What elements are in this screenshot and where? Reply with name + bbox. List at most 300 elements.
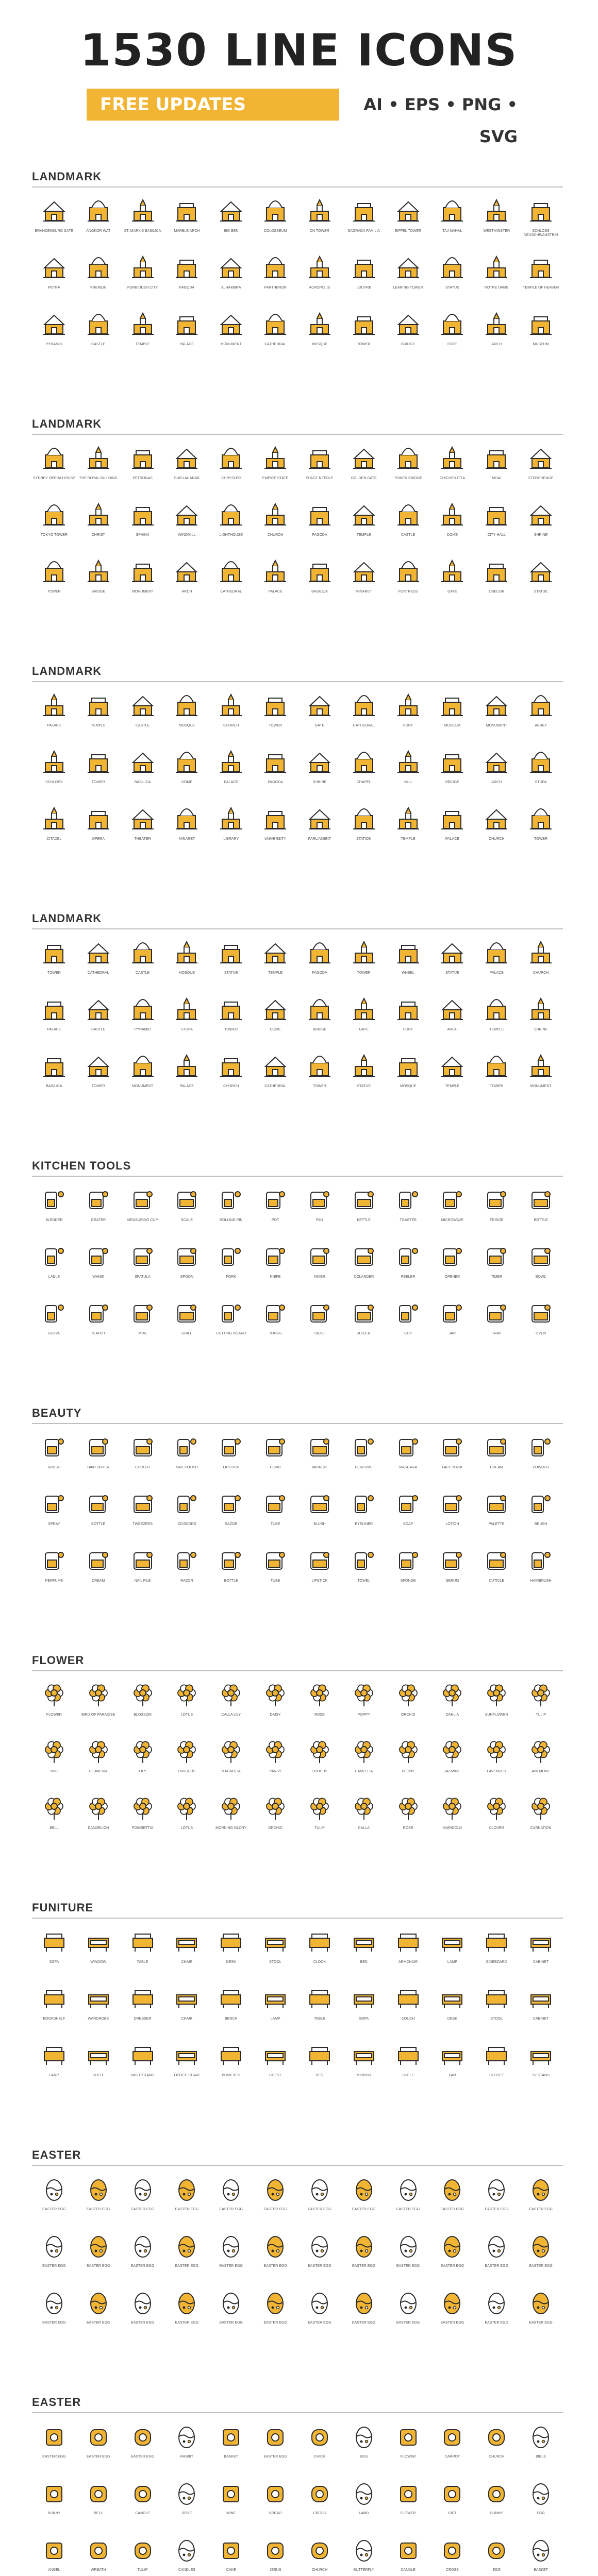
- icon-item: [342, 2175, 386, 2232]
- egg-icon: [306, 2289, 334, 2319]
- building-icon: [483, 253, 510, 284]
- building-icon: [40, 501, 68, 531]
- icon-item: [386, 1985, 430, 2041]
- building-icon: [527, 501, 555, 531]
- icon-item: [121, 501, 165, 557]
- icon-caption: NAIL FILE: [134, 1579, 151, 1583]
- icon-grid: [32, 1433, 563, 1603]
- icon-item: [474, 2422, 519, 2479]
- building-icon: [438, 501, 466, 531]
- tool-icon: [438, 1299, 466, 1330]
- icon-caption: PERFUME: [355, 1466, 373, 1469]
- icon-caption: SHELF: [92, 2074, 105, 2077]
- icon-item: [386, 1433, 430, 1490]
- easter-icon: [40, 2422, 68, 2453]
- icon-caption: TOWER: [312, 1084, 326, 1088]
- icon-item: [121, 939, 165, 995]
- icon-item: [32, 2232, 76, 2289]
- furniture-icon: [483, 2041, 510, 2072]
- icon-caption: BELL: [49, 1826, 59, 1830]
- building-icon: [394, 691, 422, 722]
- building-icon: [261, 748, 289, 778]
- icon-caption: LADLE: [48, 1275, 60, 1279]
- icon-item: [32, 748, 76, 805]
- section-kitchen-tools: [32, 1159, 563, 1356]
- tool-icon: [217, 1186, 245, 1216]
- icon-item: [342, 1243, 386, 1299]
- building-icon: [129, 253, 157, 284]
- icon-caption: CUP: [404, 1332, 412, 1335]
- icon-item: [519, 2289, 563, 2345]
- icon-caption: CROCUS: [311, 1770, 328, 1773]
- egg-icon: [394, 2232, 422, 2262]
- icon-item: [474, 253, 519, 310]
- building-icon: [306, 557, 334, 588]
- flower-icon: [350, 1681, 378, 1711]
- icon-caption: RABBIT: [180, 2455, 194, 2459]
- building-icon: [129, 748, 157, 778]
- icon-caption: PALACE: [445, 837, 459, 841]
- icon-caption: CHURCH: [223, 1084, 239, 1088]
- furniture-icon: [85, 1985, 112, 2015]
- icon-item: [386, 2479, 430, 2536]
- icon-caption: CHURCH: [267, 533, 284, 537]
- icon-item: [297, 1547, 342, 1603]
- icon-item: [76, 557, 121, 614]
- icon-item: [165, 501, 209, 557]
- building-icon: [40, 939, 68, 969]
- icon-caption: SPHINX: [136, 533, 150, 537]
- icon-caption: CLOVER: [489, 1826, 504, 1830]
- tool-icon: [173, 1547, 201, 1577]
- building-icon: [129, 691, 157, 722]
- icon-caption: STONEHENGE: [528, 477, 554, 480]
- icon-caption: BELL: [94, 2512, 103, 2515]
- icon-item: [342, 557, 386, 614]
- icon-caption: BURJ AL ARAB: [174, 477, 200, 480]
- building-icon: [483, 939, 510, 969]
- icon-item: [76, 1737, 121, 1794]
- icon-caption: LIBRARY: [223, 837, 239, 841]
- icon-caption: SPRAY: [48, 1522, 60, 1526]
- icon-item: [76, 1433, 121, 1490]
- icon-item: [474, 1186, 519, 1243]
- flower-icon: [438, 1681, 466, 1711]
- icon-caption: GATE: [314, 724, 325, 727]
- egg-icon: [40, 2289, 68, 2319]
- icon-item: [386, 1490, 430, 1547]
- icon-caption: STATUE: [357, 1084, 371, 1088]
- icon-caption: CHURCH: [533, 971, 549, 975]
- tool-icon: [527, 1243, 555, 1273]
- icon-caption: BENCH: [224, 2017, 238, 2021]
- tool-icon: [40, 1299, 68, 1330]
- icon-caption: TOASTER: [400, 1218, 417, 1222]
- icon-item: [430, 995, 475, 1052]
- icon-caption: BIG BEN: [224, 229, 239, 233]
- building-icon: [438, 939, 466, 969]
- icon-item: [253, 2536, 297, 2576]
- icon-item: [386, 253, 430, 310]
- building-icon: [438, 1052, 466, 1082]
- icon-item: [297, 2479, 342, 2536]
- egg-icon: [306, 2175, 334, 2206]
- tool-icon: [173, 1490, 201, 1520]
- icon-item: [121, 2041, 165, 2098]
- building-icon: [129, 557, 157, 588]
- icon-item: [386, 995, 430, 1052]
- egg-icon: [438, 2289, 466, 2319]
- icon-item: [519, 2479, 563, 2536]
- icon-caption: LAMP: [447, 1960, 457, 1964]
- icon-item: [32, 2479, 76, 2536]
- icon-caption: PAN: [315, 1218, 323, 1222]
- building-icon: [483, 444, 510, 474]
- icon-caption: CITY HALL: [487, 533, 506, 537]
- tool-icon: [261, 1490, 289, 1520]
- icon-caption: SOAP: [403, 1522, 413, 1526]
- tool-icon: [173, 1433, 201, 1464]
- section-divider: [32, 1423, 563, 1424]
- icon-item: [121, 748, 165, 805]
- icon-item: [209, 2232, 253, 2289]
- furniture-icon: [306, 1928, 334, 1958]
- section-divider: [32, 928, 563, 929]
- egg-icon: [129, 2289, 157, 2319]
- easter-icon: [527, 2479, 555, 2510]
- icon-item: [386, 2289, 430, 2345]
- icon-caption: TIMER: [491, 1275, 503, 1279]
- icon-caption: EASTER EGG: [440, 2264, 464, 2268]
- icon-caption: PAGODA: [179, 286, 195, 290]
- icon-caption: MOAI: [492, 477, 502, 480]
- icon-caption: TULIP: [314, 1826, 325, 1830]
- building-icon: [85, 501, 112, 531]
- icon-caption: DESK: [226, 1960, 236, 1964]
- icon-caption: EASTER EGG: [440, 2321, 464, 2325]
- flower-icon: [483, 1794, 510, 1824]
- icon-caption: EASTER EGG: [529, 2208, 553, 2211]
- icon-item: [297, 1681, 342, 1737]
- icon-item: [209, 253, 253, 310]
- tool-icon: [527, 1433, 555, 1464]
- icon-item: [342, 805, 386, 861]
- icon-caption: EASTER EGG: [529, 2321, 553, 2325]
- icon-item: [32, 1794, 76, 1851]
- icon-item: [342, 1052, 386, 1109]
- easter-icon: [350, 2536, 378, 2566]
- icon-caption: PANSY: [269, 1770, 281, 1773]
- icon-caption: CHRYSLER: [221, 477, 241, 480]
- icon-item: [76, 1681, 121, 1737]
- icon-item: [430, 444, 475, 501]
- building-icon: [129, 197, 157, 227]
- icon-item: [342, 2289, 386, 2345]
- building-icon: [394, 805, 422, 835]
- building-icon: [40, 995, 68, 1026]
- building-icon: [394, 1052, 422, 1082]
- building-icon: [85, 310, 112, 341]
- icon-item: [297, 501, 342, 557]
- easter-icon: [438, 2536, 466, 2566]
- furniture-icon: [438, 1985, 466, 2015]
- icon-caption: DAHLIA: [445, 1713, 459, 1717]
- icon-item: [386, 197, 430, 253]
- icon-item: [386, 444, 430, 501]
- icon-caption: CURLER: [135, 1466, 150, 1469]
- icon-item: [297, 2175, 342, 2232]
- icon-item: [253, 501, 297, 557]
- building-icon: [394, 939, 422, 969]
- building-icon: [85, 557, 112, 588]
- icon-caption: WESTMINSTER: [483, 229, 510, 233]
- icon-caption: TEMPLE: [91, 724, 106, 727]
- icon-caption: CATHEDRAL: [220, 590, 242, 594]
- building-icon: [350, 995, 378, 1026]
- icon-item: [253, 1547, 297, 1603]
- easter-icon: [350, 2479, 378, 2510]
- icon-item: [342, 1928, 386, 1985]
- icon-caption: EGG: [492, 2568, 501, 2572]
- egg-icon: [483, 2175, 510, 2206]
- building-icon: [85, 253, 112, 284]
- icon-caption: ARMCHAIR: [398, 1960, 418, 1964]
- icon-caption: EASTER EGG: [219, 2208, 243, 2211]
- furniture-icon: [438, 2041, 466, 2072]
- icon-item: [386, 1737, 430, 1794]
- icon-item: [253, 1052, 297, 1109]
- building-icon: [129, 805, 157, 835]
- egg-icon: [40, 2232, 68, 2262]
- furniture-icon: [394, 1928, 422, 1958]
- icon-caption: LAMP: [270, 2017, 280, 2021]
- section-divider: [32, 434, 563, 435]
- tool-icon: [483, 1186, 510, 1216]
- icon-item: [297, 1928, 342, 1985]
- flower-icon: [217, 1737, 245, 1768]
- icon-item: [165, 691, 209, 748]
- icon-caption: EASTER EGG: [263, 2208, 287, 2211]
- icon-caption: BUNNY: [47, 2512, 61, 2515]
- icon-caption: CN TOWER: [309, 229, 329, 233]
- icon-item: [430, 2041, 475, 2098]
- icon-item: [297, 2041, 342, 2098]
- tool-icon: [129, 1186, 157, 1216]
- icon-item: [430, 1794, 475, 1851]
- icon-caption: CATHEDRAL: [264, 343, 287, 346]
- icon-item: [76, 2289, 121, 2345]
- flower-icon: [217, 1681, 245, 1711]
- icon-caption: EASTER EGG: [219, 2264, 243, 2268]
- free-updates-badge: FREE UPDATES: [87, 89, 339, 121]
- icon-item: [297, 2536, 342, 2576]
- icon-item: [253, 2479, 297, 2536]
- egg-icon: [261, 2232, 289, 2262]
- furniture-icon: [527, 1928, 555, 1958]
- icon-item: [121, 2232, 165, 2289]
- icon-caption: TOWEL: [357, 1579, 371, 1583]
- easter-icon: [483, 2422, 510, 2453]
- icon-caption: HIBISCUS: [178, 1770, 195, 1773]
- icon-item: [342, 1490, 386, 1547]
- icon-item: [297, 1052, 342, 1109]
- icon-grid: [32, 1681, 563, 1851]
- tool-icon: [261, 1547, 289, 1577]
- icon-item: [76, 805, 121, 861]
- icon-grid: [32, 939, 563, 1109]
- icon-caption: EASTER EGG: [219, 2321, 243, 2325]
- tool-icon: [173, 1299, 201, 1330]
- icon-caption: CASTLE: [135, 971, 150, 975]
- building-icon: [173, 197, 201, 227]
- icon-caption: EASTER EGG: [86, 2455, 110, 2459]
- icon-caption: LAVENDER: [487, 1770, 506, 1773]
- building-icon: [261, 1052, 289, 1082]
- icon-item: [253, 1985, 297, 2041]
- icon-item: [342, 2479, 386, 2536]
- icon-item: [342, 310, 386, 367]
- building-icon: [129, 310, 157, 341]
- icon-caption: EASTER EGG: [175, 2321, 199, 2325]
- icon-caption: LOTUS: [180, 1826, 193, 1830]
- icon-item: [519, 2536, 563, 2576]
- icon-caption: BASILICA: [46, 1084, 62, 1088]
- icon-caption: PALETTE: [488, 1522, 505, 1526]
- icon-caption: ANGEL: [48, 2568, 60, 2572]
- icon-caption: MUG: [138, 1332, 147, 1335]
- tool-icon: [85, 1547, 112, 1577]
- icon-item: [209, 1985, 253, 2041]
- icon-caption: BASILICA: [134, 781, 151, 784]
- egg-icon: [85, 2232, 112, 2262]
- icon-caption: TEMPLE: [356, 533, 371, 537]
- building-icon: [173, 748, 201, 778]
- icon-caption: EASTER EGG: [485, 2264, 508, 2268]
- icon-caption: CAMELLIA: [355, 1770, 373, 1773]
- icon-item: [519, 748, 563, 805]
- icon-item: [253, 2175, 297, 2232]
- icon-caption: MOSQUE: [400, 1084, 417, 1088]
- easter-icon: [173, 2479, 201, 2510]
- icon-item: [297, 253, 342, 310]
- icon-caption: CANDLE: [135, 2512, 150, 2515]
- easter-icon: [173, 2536, 201, 2566]
- icon-item: [519, 444, 563, 501]
- icon-item: [253, 805, 297, 861]
- icon-item: [519, 253, 563, 310]
- icon-item: [519, 1433, 563, 1490]
- tool-icon: [438, 1490, 466, 1520]
- icon-caption: POPPY: [357, 1713, 370, 1717]
- icon-item: [76, 995, 121, 1052]
- building-icon: [350, 939, 378, 969]
- icon-caption: TOWER: [91, 781, 105, 784]
- furniture-icon: [217, 2041, 245, 2072]
- icon-item: [253, 1737, 297, 1794]
- icon-item: [32, 2175, 76, 2232]
- section-title: LANDMARK: [32, 912, 102, 925]
- icon-item: [386, 557, 430, 614]
- furniture-icon: [40, 1928, 68, 1958]
- icon-caption: EASTER EGG: [263, 2455, 287, 2459]
- icon-caption: TUBE: [270, 1579, 280, 1583]
- tool-icon: [261, 1299, 289, 1330]
- icon-caption: STATUE: [224, 971, 238, 975]
- icon-item: [32, 691, 76, 748]
- building-icon: [85, 1052, 112, 1082]
- icon-item: [165, 2422, 209, 2479]
- icon-caption: DOVE: [181, 2512, 192, 2515]
- icon-item: [519, 501, 563, 557]
- flower-icon: [527, 1681, 555, 1711]
- icon-item: [76, 1928, 121, 1985]
- icon-caption: EASTER EGG: [308, 2208, 331, 2211]
- icon-caption: CANDLE: [401, 2568, 416, 2572]
- tool-icon: [306, 1243, 334, 1273]
- icon-caption: TOWER: [91, 1084, 105, 1088]
- flower-icon: [483, 1737, 510, 1768]
- furniture-icon: [173, 2041, 201, 2072]
- icon-item: [121, 1985, 165, 2041]
- icon-caption: STATION: [356, 837, 372, 841]
- tool-icon: [85, 1490, 112, 1520]
- egg-icon: [306, 2232, 334, 2262]
- icon-caption: EASTER EGG: [352, 2321, 376, 2325]
- icon-caption: LOTION: [445, 1522, 459, 1526]
- tool-icon: [527, 1547, 555, 1577]
- icon-caption: BRUSH: [47, 1466, 61, 1469]
- icon-item: [474, 197, 519, 253]
- icon-caption: OPENER: [444, 1275, 460, 1279]
- icon-caption: CABINET: [533, 1960, 549, 1964]
- icon-item: [297, 1490, 342, 1547]
- tool-icon: [173, 1186, 201, 1216]
- icon-item: [32, 1433, 76, 1490]
- section-funiture: [32, 1901, 563, 2098]
- icon-caption: RAZOR: [180, 1579, 193, 1583]
- icon-item: [121, 1681, 165, 1737]
- icon-item: [121, 691, 165, 748]
- icon-item: [519, 2232, 563, 2289]
- icon-caption: BUNNY: [490, 2512, 503, 2515]
- icon-caption: EASTER EGG: [263, 2264, 287, 2268]
- icon-item: [342, 501, 386, 557]
- egg-icon: [394, 2175, 422, 2206]
- icon-caption: LOUVRE: [356, 286, 372, 290]
- icon-item: [121, 2289, 165, 2345]
- furniture-icon: [85, 1928, 112, 1958]
- icon-caption: BOTTLE: [534, 1218, 548, 1222]
- section-landmark: [32, 170, 563, 367]
- icon-item: [121, 1928, 165, 1985]
- icon-item: [253, 1186, 297, 1243]
- icon-caption: FLOWER: [400, 2455, 416, 2459]
- icon-caption: EASTER EGG: [352, 2208, 376, 2211]
- section-landmark: [32, 417, 563, 614]
- icon-item: [209, 2422, 253, 2479]
- icon-item: [430, 939, 475, 995]
- icon-item: [474, 310, 519, 367]
- icon-caption: ORCHID: [401, 1713, 416, 1717]
- building-icon: [217, 691, 245, 722]
- icon-item: [342, 691, 386, 748]
- icon-caption: PALACE: [489, 971, 504, 975]
- icon-caption: LEANING TOWER: [393, 286, 423, 290]
- easter-icon: [129, 2479, 157, 2510]
- furniture-icon: [129, 2041, 157, 2072]
- easter-icon: [129, 2536, 157, 2566]
- icon-caption: FORT: [403, 724, 413, 727]
